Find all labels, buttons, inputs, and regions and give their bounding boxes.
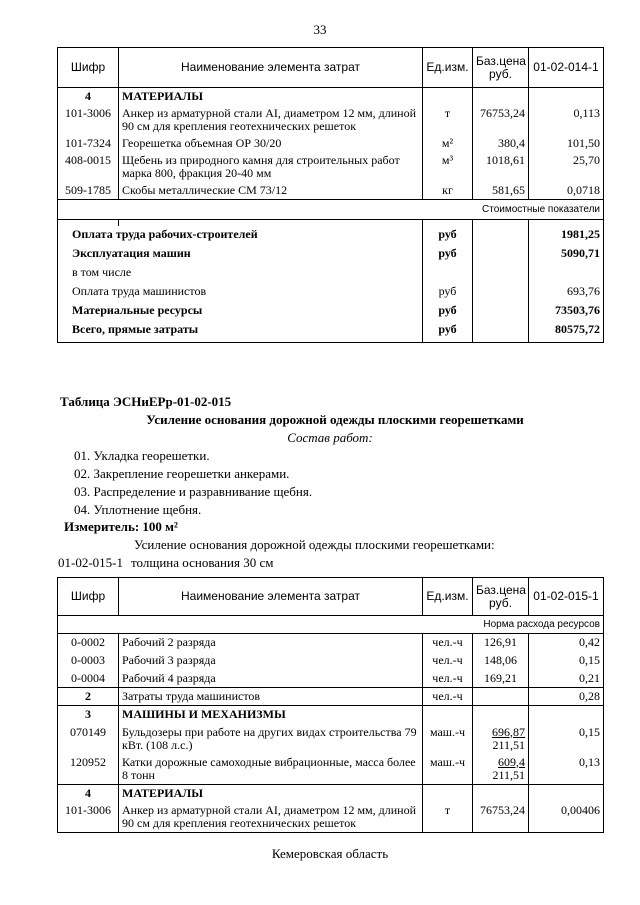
row-price: 380,4 [473,135,529,152]
col-header-norm: 01-02-014-1 [529,48,604,88]
total-value: 80575,72 [529,321,604,343]
row-code: 101-7324 [58,135,119,152]
row-unit: м² [423,135,473,152]
table-row [58,802,604,833]
total-unit: руб [423,302,473,321]
row-price [473,754,529,785]
section-number: 4 [58,88,119,106]
row-value: 0,0718 [529,182,604,200]
total-name: в том числе [58,264,423,283]
price-bottom: 211,51 [492,767,525,782]
section-title: МАТЕРИАЛЫ [119,88,423,106]
row-code: 101-3006 [58,105,119,135]
section-number: 2 [58,688,119,706]
total-value: 1981,25 [529,226,604,245]
total-row [58,321,604,343]
total-name: Всего, прямые затраты [58,321,423,343]
row-value: 25,70 [529,152,604,182]
col-header-unit: Ед.изм. [423,578,473,616]
row-unit: чел.-ч [423,634,473,652]
price-top: 696,87 [492,724,525,739]
section-row [58,784,604,802]
meter-label: Измеритель: 100 м² [64,519,178,534]
row-value: 101,50 [529,135,604,152]
row-unit: т [423,802,473,833]
table-title: Таблица ЭСНиЕРр-01-02-015 [60,394,232,409]
row-name: Рабочий 2 разряда [119,634,423,652]
row-value: 0,15 [529,724,604,754]
row-unit: м³ [423,152,473,182]
row-name: Бульдозеры при работе на других видах строительства 79 кВт. (108 л.с.) [119,724,423,754]
total-name: Оплата труда рабочих-строителей [58,226,423,245]
total-row [58,226,604,245]
row-price [473,724,529,754]
total-value: 5090,71 [529,245,604,264]
section-title: МАШИНЫ И МЕХАНИЗМЫ [119,706,423,724]
row-price: 126,91 [473,634,529,652]
work-item: 02. Закрепление георешетки анкерами. [74,466,290,481]
total-value: 693,76 [529,283,604,302]
row-price: 148,06 [473,652,529,670]
table-row [58,135,604,152]
section-row [58,88,604,106]
total-row [58,245,604,264]
row-code: 101-3006 [58,802,119,833]
row-value: 0,15 [529,652,604,670]
total-row [58,283,604,302]
work-item: 01. Укладка георешетки. [74,448,210,463]
row-code: 120952 [58,754,119,785]
row-unit: т [423,105,473,135]
row-name: Катки дорожные самоходные вибрационные, масса более 8 тонн [119,754,423,785]
table-subtitle: Усиление основания дорожной одежды плоскими георешетками [146,412,524,427]
row-value: 0,113 [529,105,604,135]
row-name: Анкер из арматурной стали AI, диаметром 12 мм, длиной 90 см для крепления геотехнических решеток [119,105,423,135]
section-row [58,688,604,706]
row-value: 0,21 [529,670,604,688]
total-value: 73503,76 [529,302,604,321]
price-top: 609,4 [498,754,525,769]
col-header-norm: 01-02-015-1 [529,578,604,616]
row-price: 169,21 [473,670,529,688]
table-row [58,670,604,688]
section-number: 4 [58,784,119,802]
row-name: Георешетка объемная ОР 30/20 [119,135,423,152]
table-row [58,152,604,182]
work-item: 03. Распределение и разравнивание щебня. [74,484,313,499]
row-code: 509-1785 [58,182,119,200]
row-code: 0-0002 [58,634,119,652]
col-header-name: Наименование элемента затрат [119,48,423,88]
page-number: 33 [313,22,327,37]
work-item: 04. Уплотнение щебня. [74,502,202,517]
row-code: 070149 [58,724,119,754]
price-bottom: 211,51 [492,737,525,752]
total-unit: руб [423,321,473,343]
table-row [58,754,604,785]
row-unit: чел.-ч [423,652,473,670]
section-row [58,706,604,724]
row-unit: чел.-ч [423,688,473,706]
col-header-price: Баз.цена руб. [473,578,529,616]
row-code: 0-0003 [58,652,119,670]
row-price: 1018,61 [473,152,529,182]
table-row [58,105,604,135]
total-name: Эксплуатация машин [58,245,423,264]
section-number: 3 [58,706,119,724]
total-unit: руб [423,245,473,264]
resource-table-2 [57,577,604,833]
works-heading: Состав работ: [287,430,373,445]
norm-description: толщина основания 30 см [131,555,274,570]
total-row [58,302,604,321]
row-code: 408-0015 [58,152,119,182]
row-price: 76753,24 [473,802,529,833]
row-unit: маш.-ч [423,754,473,785]
row-price: 581,65 [473,182,529,200]
row-name: Скобы металлические СМ 73/12 [119,182,423,200]
row-price: 76753,24 [473,105,529,135]
row-name: Рабочий 3 разряда [119,652,423,670]
total-name: Материальные ресурсы [58,302,423,321]
col-header-code: Шифр [58,48,119,88]
row-value: 0,00406 [529,802,604,833]
row-name: Щебень из природного камня для строительных работ марка 800, фракция 20-40 мм [119,152,423,182]
total-name: Оплата труда машинистов [58,283,423,302]
table-row [58,182,604,200]
total-unit: руб [423,283,473,302]
resource-table-1 [57,47,604,343]
page-footer: Кемеровская область [271,846,389,861]
col-header-price: Баз.цена руб. [473,48,529,88]
row-value: 0,13 [529,754,604,785]
row-name: Затраты труда машинистов [119,688,423,706]
col-header-unit: Ед.изм. [423,48,473,88]
row-value: 0,42 [529,634,604,652]
col-header-name: Наименование элемента затрат [119,578,423,616]
row-unit: кг [423,182,473,200]
table-row [58,634,604,652]
row-name: Рабочий 4 разряда [119,670,423,688]
row-name: Анкер из арматурной стали AI, диаметром 12 мм, длиной 90 см для крепления геотехнических решеток [119,802,423,833]
table-row [58,652,604,670]
total-unit: руб [423,226,473,245]
cost-caption: Стоимостные показатели [58,200,604,220]
norm-code: 01-02-015-1 [58,555,123,570]
row-unit: чел.-ч [423,670,473,688]
norm-caption: Норма расхода ресурсов [58,616,604,634]
section-title: МАТЕРИАЛЫ [119,784,423,802]
table-row [58,724,604,754]
col-header-code: Шифр [58,578,119,616]
description-line: Усиление основания дорожной одежды плоскими георешетками: [134,537,495,552]
row-code: 0-0004 [58,670,119,688]
row-value: 0,28 [529,688,604,706]
total-row [58,264,604,283]
row-unit: маш.-ч [423,724,473,754]
